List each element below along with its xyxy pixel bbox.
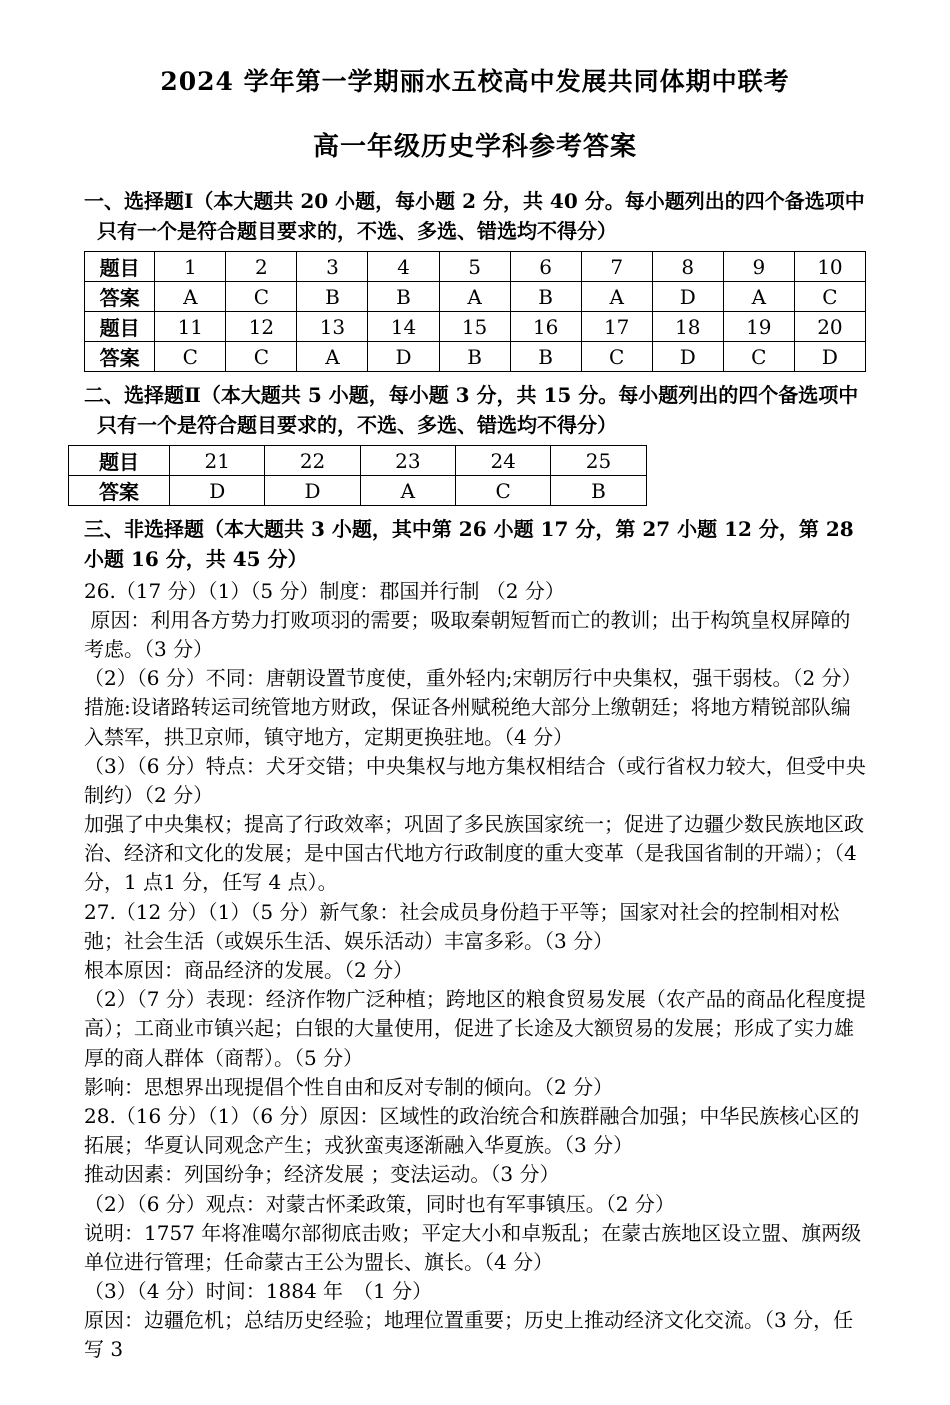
answer-paragraph: 28.（16 分）（1）（6 分）原因：区域性的政治统合和族群融合加强；中华民族核心区的拓展；华夏认同观念产生；戎狄蛮夷逐渐融入华夏族。（3 分）: [84, 1103, 860, 1158]
answer-cell: B: [551, 476, 646, 506]
answer-cell: 16: [510, 312, 581, 342]
answer-cell: D: [368, 342, 439, 372]
answer-paragraph: 说明：1757 年将准噶尔部彻底击败；平定大小和卓叛乱；在蒙古族地区设立盟、旗两级单位进行管理；任命蒙古王公为盟长、旗长。（4 分）: [84, 1220, 862, 1274]
answer-paragraph: 根本原因：商品经济的发展。（2 分）: [84, 958, 414, 982]
answer-paragraph: 原因：边疆危机；总结历史经验；地理位置重要；历史上推动经济文化交流。（3 分，任写 3: [84, 1308, 854, 1362]
section3-heading: 三、非选择题（本大题共 3 小题，其中第 26 小题 17 分，第 27 小题 12 分，第 28 小题 16 分，共 45 分）: [84, 517, 861, 571]
row-label-cell: 题目: [85, 312, 155, 342]
answer-cell: D: [170, 476, 265, 506]
answer-cell: 13: [297, 312, 368, 342]
answer-cell: 1: [155, 252, 226, 282]
row-label-cell: 答案: [69, 476, 170, 506]
answer-cell: 18: [652, 312, 723, 342]
row-label-cell: 答案: [85, 342, 155, 372]
answer-cell: 12: [226, 312, 297, 342]
answer-cell: C: [723, 342, 794, 372]
table-row: [69, 476, 647, 506]
answer-cell: 5: [439, 252, 510, 282]
answer-cell: 8: [652, 252, 723, 282]
answer-cell: C: [581, 342, 652, 372]
answer-paragraph: 加强了中央集权；提高了行政效率；巩固了多民族国家统一；促进了边疆少数民族地区政治、经济和文化的发展；是中国古代地方行政制度的重大变革（是我国省制的开端）；（4 分，1 点1 分，任写 4 点）。: [84, 812, 864, 895]
answer-paragraph: （2）（7 分）表现：经济作物广泛种植；跨地区的粮食贸易发展（农产品的商品化程度提高）；工商业市镇兴起；白银的大量使用，促进了长途及大额贸易的发展；形成了实力雄厚的商人群体（商帮）。（5 分）: [84, 987, 866, 1070]
answer-cell: 22: [265, 446, 360, 476]
answer-paragraph: 影响：思想界出现提倡个性自由和反对专制的倾向。（2 分）: [84, 1074, 614, 1099]
document-subtitle: 高一年级历史学科参考答案: [312, 132, 637, 162]
answer-paragraph: 推动因素：列国纷争；经济发展 ；变法运动。（3 分）: [84, 1162, 560, 1187]
answer-paragraph: 27.（12 分）（1）（5 分）新气象：社会成员身份趋于平等；国家对社会的控制相对松弛；社会生活（或娱乐生活、娱乐活动）丰富多彩。（3 分）: [84, 899, 840, 953]
answer-cell: 24: [456, 446, 551, 476]
answer-cell: C: [794, 282, 865, 312]
row-label-cell: 答案: [85, 282, 155, 312]
answer-cell: 15: [439, 312, 510, 342]
answer-cell: C: [226, 342, 297, 372]
answer-cell: 10: [794, 252, 865, 282]
free-response-answers: [84, 577, 866, 1365]
answer-cell: D: [794, 342, 865, 372]
answer-cell: D: [265, 476, 360, 506]
table-row: [85, 312, 866, 342]
answer-cell: A: [155, 282, 226, 312]
answer-cell: 11: [155, 312, 226, 342]
answer-cell: 9: [723, 252, 794, 282]
answer-cell: D: [652, 342, 723, 372]
answer-cell: 7: [581, 252, 652, 282]
table-row: [69, 446, 647, 476]
answer-paragraph: 原因：利用各方势力打败项羽的需要；吸取秦朝短暂而亡的教训；出于构筑皇权屏障的考虑。（3 分）: [84, 607, 851, 661]
answer-cell: 23: [360, 446, 455, 476]
answer-cell: B: [510, 342, 581, 372]
answer-cell: 21: [170, 446, 265, 476]
answer-cell: 25: [551, 446, 646, 476]
answer-paragraph: （3）（4 分）时间：1884 年 （1 分）: [84, 1279, 433, 1304]
answer-cell: B: [510, 282, 581, 312]
answer-cell: 2: [226, 252, 297, 282]
section2-heading: 二、选择题Ⅱ（本大题共 5 小题，每小题 3 分，共 15 分。每小题列出的四个备选项中只有一个是符合题目要求的，不选、多选、错选均不得分）: [84, 383, 859, 437]
answer-cell: 19: [723, 312, 794, 342]
answer-cell: B: [297, 282, 368, 312]
row-label-cell: 题目: [69, 446, 170, 476]
answer-cell: 14: [368, 312, 439, 342]
answer-cell: C: [155, 342, 226, 372]
table-row: [85, 342, 866, 372]
multiple-choice-table-2: [68, 445, 647, 506]
answer-cell: D: [652, 282, 723, 312]
section1-heading: 一、选择题Ⅰ（本大题共 20 小题，每小题 2 分，共 40 分。每小题列出的四个备选项中只有一个是符合题目要求的，不选、多选、错选均不得分）: [84, 189, 865, 243]
answer-cell: A: [439, 282, 510, 312]
answer-cell: A: [581, 282, 652, 312]
answer-cell: A: [360, 476, 455, 506]
document-title: 2024 学年第一学期丽水五校高中发展共同体期中联考: [160, 67, 790, 96]
row-label-cell: 题目: [85, 252, 155, 282]
answer-cell: C: [456, 476, 551, 506]
multiple-choice-table-1: [84, 251, 866, 372]
answer-cell: A: [723, 282, 794, 312]
answer-cell: B: [439, 342, 510, 372]
table-row: [85, 252, 866, 282]
answer-cell: A: [297, 342, 368, 372]
answer-cell: 17: [581, 312, 652, 342]
answer-paragraph: 26.（17 分）（1）（5 分）制度：郡国并行制 （2 分）: [84, 578, 565, 603]
answer-cell: 4: [368, 252, 439, 282]
answer-cell: 6: [510, 252, 581, 282]
answer-paragraph: （3）（6 分）特点：犬牙交错；中央集权与地方集权相结合（或行省权力较大，但受中央制约）（2 分）: [84, 753, 866, 807]
table-row: [85, 282, 866, 312]
answer-cell: 20: [794, 312, 865, 342]
answer-paragraph: （2）（6 分）不同：唐朝设置节度使，重外轻内;宋朝厉行中央集权，强干弱枝。（2 分）措施:设诸路转运司统管地方财政，保证各州赋税绝大部分上缴朝廷；将地方精锐部队编入禁军，拱卫京师，镇守地方，定期更换驻地。（4 分）: [84, 666, 862, 749]
answer-cell: 3: [297, 252, 368, 282]
answer-paragraph: （2）（6 分）观点：对蒙古怀柔政策，同时也有军事镇压。（2 分）: [84, 1191, 675, 1216]
answer-cell: B: [368, 282, 439, 312]
answer-cell: C: [226, 282, 297, 312]
